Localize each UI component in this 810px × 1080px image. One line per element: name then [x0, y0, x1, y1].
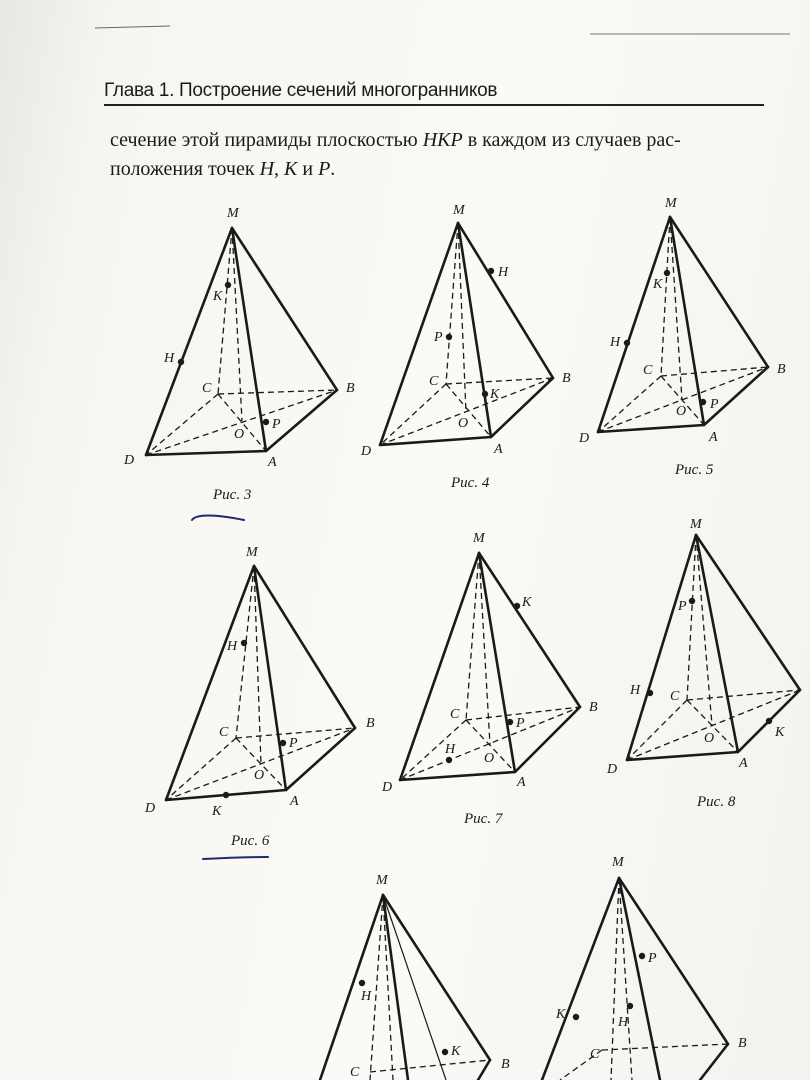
label-b: B — [366, 716, 375, 731]
label-a: A — [517, 775, 526, 790]
edge-md — [400, 553, 479, 780]
figure-6 — [144, 545, 375, 849]
figure-4 — [360, 203, 571, 491]
figure-10 — [542, 855, 747, 1080]
edge-ma — [458, 223, 491, 437]
edge-ab — [478, 1060, 490, 1080]
text-run: сечение этой пирамиды плоскостью — [110, 129, 423, 151]
label-c: C — [429, 374, 439, 389]
point-h — [627, 1003, 633, 1009]
point-k — [766, 718, 772, 724]
figure-caption: Рис. 3 — [213, 487, 252, 503]
point-p — [280, 740, 286, 746]
hidden-diagonal-db — [598, 367, 768, 432]
label-d: D — [361, 444, 372, 459]
label-a: A — [739, 756, 748, 771]
label-o: O — [254, 768, 265, 783]
hidden-edge-cb — [218, 390, 337, 394]
point-h — [488, 268, 494, 274]
label-c: C — [643, 363, 653, 378]
label-k: K — [775, 725, 785, 740]
hidden-edge-cb — [602, 1044, 728, 1050]
label-a: A — [290, 794, 299, 809]
label-b: B — [346, 381, 355, 396]
point-p — [639, 953, 645, 959]
height-mo — [670, 217, 682, 400]
point-p — [507, 719, 513, 725]
edge-ma — [383, 895, 408, 1080]
label-m: M — [227, 206, 239, 221]
label-d: D — [145, 801, 156, 816]
edge-mb — [383, 895, 490, 1060]
edge-ma — [670, 217, 704, 425]
text-run: . — [330, 158, 336, 180]
hidden-diagonal-db — [380, 378, 553, 445]
label-b: B — [501, 1057, 510, 1072]
label-a: A — [494, 442, 503, 457]
label-p: P — [272, 417, 281, 432]
label-o: O — [234, 427, 245, 442]
edge-md — [166, 566, 254, 800]
label-k: K — [522, 595, 532, 610]
label-d: D — [382, 780, 393, 795]
figure-caption: Рис. 8 — [697, 794, 736, 810]
label-p: P — [648, 951, 657, 966]
point-h — [647, 690, 653, 696]
label-b: B — [589, 700, 598, 715]
label-m: M — [246, 545, 258, 560]
edge-mb — [254, 566, 355, 728]
inner-line — [383, 895, 446, 1080]
text-run: в каждом из случаев рас- — [462, 129, 681, 151]
label-c: C — [590, 1047, 600, 1062]
figure-caption: Рис. 6 — [231, 833, 270, 849]
height-mo — [696, 535, 712, 725]
point-h — [446, 757, 452, 763]
label-k: K — [212, 804, 222, 819]
edge-md — [380, 223, 458, 445]
figure-3 — [123, 206, 355, 503]
text-run: и — [297, 158, 319, 180]
label-c: C — [219, 725, 229, 740]
label-k: K — [213, 289, 223, 304]
figure-caption: Рис. 5 — [675, 462, 714, 478]
point-k — [573, 1014, 579, 1020]
label-m: M — [690, 517, 702, 532]
label-c: C — [350, 1065, 360, 1080]
label-o: O — [484, 751, 495, 766]
label-o: O — [458, 416, 469, 431]
label-b: B — [777, 362, 786, 377]
point-k — [442, 1049, 448, 1055]
point-k — [225, 282, 231, 288]
label-b: B — [738, 1036, 747, 1051]
label-k: K — [451, 1044, 461, 1059]
label-o: O — [676, 404, 687, 419]
point-name: P — [318, 158, 331, 180]
label-p: P — [516, 716, 525, 731]
label-d: D — [124, 453, 135, 468]
label-a: A — [709, 430, 718, 445]
label-p: P — [678, 599, 687, 614]
figure-7 — [381, 531, 598, 827]
point-k — [664, 270, 670, 276]
label-b: B — [562, 371, 571, 386]
point-p — [263, 419, 269, 425]
label-h: H — [164, 351, 175, 366]
edge-md — [627, 535, 696, 760]
point-h — [359, 980, 365, 986]
point-p — [689, 598, 695, 604]
edge-mb — [232, 228, 337, 390]
label-a: A — [268, 455, 277, 470]
label-h: H — [618, 1015, 629, 1030]
hidden-edge-cb — [446, 378, 553, 384]
pen-mark — [203, 857, 268, 859]
label-h: H — [445, 742, 456, 757]
label-p: P — [434, 330, 443, 345]
point-h — [178, 359, 184, 365]
hidden-edge-mc — [370, 895, 383, 1080]
point-k — [482, 391, 488, 397]
chapter-title: Глава 1. Построение сечений многогранников — [104, 80, 498, 101]
label-m: M — [453, 203, 465, 218]
label-p: P — [289, 736, 298, 751]
edge-md — [146, 228, 232, 455]
label-h: H — [630, 683, 641, 698]
point-k — [223, 792, 229, 798]
edge-ma — [479, 553, 515, 772]
point-h — [624, 340, 630, 346]
figure-5 — [578, 196, 786, 478]
label-k: K — [556, 1007, 566, 1022]
point-name: K — [284, 158, 298, 180]
figure-9 — [320, 873, 510, 1080]
label-k: K — [490, 387, 500, 402]
label-k: K — [653, 277, 663, 292]
hidden-edge-cb — [661, 367, 768, 376]
label-c: C — [450, 707, 460, 722]
label-c: C — [202, 381, 212, 396]
hidden-edge-mc — [446, 223, 458, 384]
label-d: D — [579, 431, 590, 446]
label-c: C — [670, 689, 680, 704]
label-m: M — [473, 531, 485, 546]
edge-md — [320, 895, 383, 1080]
point-p — [446, 334, 452, 340]
label-m: M — [376, 873, 388, 888]
figure-8 — [606, 517, 800, 810]
edge-mb — [458, 223, 553, 378]
label-d: D — [607, 762, 618, 777]
label-m: M — [612, 855, 624, 870]
hidden-edge-mc — [466, 553, 479, 720]
edge-ma — [254, 566, 286, 790]
label-m: M — [665, 196, 677, 211]
label-h: H — [227, 639, 238, 654]
label-o: O — [704, 731, 715, 746]
figure-caption: Рис. 7 — [464, 811, 503, 827]
point-k — [514, 603, 520, 609]
edge-ab — [700, 1044, 728, 1080]
plane-name: HKP — [422, 129, 463, 151]
page-edge-line — [95, 26, 170, 28]
edge-mb — [479, 553, 580, 707]
hidden-edge-mc — [218, 228, 232, 394]
pen-mark — [192, 516, 244, 521]
figure-caption: Рис. 4 — [451, 475, 490, 491]
label-h: H — [610, 335, 621, 350]
hidden-edge-cb — [370, 1060, 490, 1072]
label-p: P — [710, 397, 719, 412]
point-name: H — [259, 158, 275, 180]
text-run: положения точек — [110, 158, 260, 180]
text-run: , — [274, 158, 285, 180]
edge-mb — [670, 217, 768, 367]
point-h — [241, 640, 247, 646]
label-h: H — [498, 265, 509, 280]
label-h: H — [361, 989, 372, 1004]
hidden-edge-cb — [687, 690, 800, 700]
point-p — [700, 399, 706, 405]
